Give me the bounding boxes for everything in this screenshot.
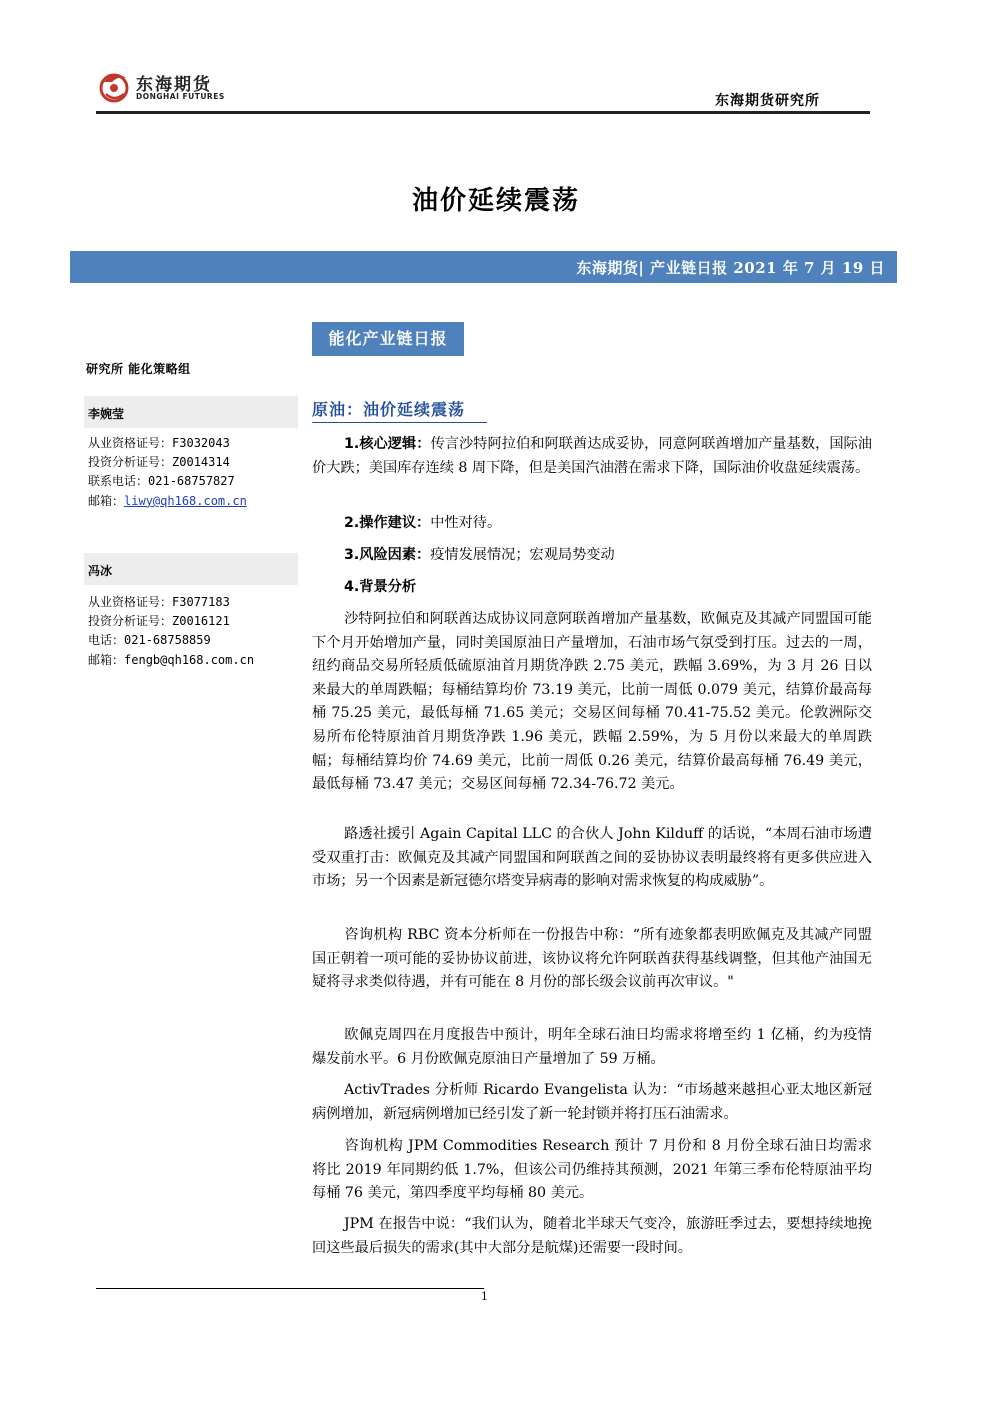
article-heading[interactable]: 原油：油价延续震荡 — [312, 397, 487, 423]
risk-item — [312, 544, 872, 568]
body-paragraph: 欧佩克周四在月度报告中预计，明年全球石油日均需求将增至约 1 亿桶，约为疫情爆发前水平。6 月份欧佩克原油日产量增加了 59 万桶。 — [312, 1027, 872, 1067]
item-label: 3.风险因素： — [344, 547, 431, 563]
institute-name: 东海期货研究所 — [715, 93, 820, 109]
email-link[interactable]: liwy@qh168.com.cn — [124, 493, 247, 508]
contact-line: 从业资格证号：F3032043 — [88, 436, 230, 450]
body-paragraph: ActivTrades 分析师 Ricardo Evangelista 认为：“市场越来越担心亚太地区新冠病例增加，新冠病例增加已经引发了新一轮封锁并将打压石油需求。 — [312, 1082, 872, 1122]
item-label: 1.核心逻辑： — [344, 436, 431, 452]
author-bar — [84, 553, 298, 585]
background-item — [312, 576, 872, 600]
contact-line: 联系电话：021-68757827 — [88, 474, 235, 489]
header-divider — [96, 111, 870, 114]
item-text: 中性对待。 — [430, 515, 502, 531]
author-contact-block — [88, 434, 247, 511]
page-number: 1 — [481, 1290, 488, 1303]
body-paragraph: 咨询机构 RBC 资本分析师在一份报告中称：“所有迹象都表明欧佩克及其减产同盟国正朝着一项可能的妥协协议前进，该协议将允许阿联酋获得基线调整，但其他产油国无疑将寻求类似待遇，并有可能在 8 月份的部长级会议前再次审议。" — [312, 927, 872, 991]
report-banner — [70, 251, 897, 283]
section-tag: 能化产业链日报 — [312, 322, 464, 356]
contact-line: 投资分析证号：Z0014314 — [88, 455, 230, 470]
contact-line: 从业资格证号：F3077183 — [88, 595, 230, 609]
contact-line: 邮箱：fengb@qh168.com.cn — [88, 652, 255, 667]
body-paragraph: JPM 在报告中说：“我们认为，随着北半球天气变冷，旅游旺季过去，要想持续地挽回这些最后损失的需求(其中大部分是航煤)还需要一段时间。 — [312, 1216, 872, 1256]
banner-text: 东海期货| 产业链日报 2021 年 7 月 19 日 — [576, 259, 885, 277]
document-title: 油价延续震荡 — [411, 186, 580, 216]
author-name: 冯冰 — [88, 564, 113, 578]
item-label: 4.背景分析 — [344, 579, 417, 595]
body-paragraph: 沙特阿拉伯和阿联酋达成协议同意阿联酋增加产量基数，欧佩克及其减产同盟国可能下个月开始增加产量，同时美国原油日产量增加，石油市场气氛受到打压。过去的一周，纽约商品交易所轻质低硫原油首月期货净跌 2.75 美元，跌幅 3.69%，为 3 月 26 日以来最大的单周跌幅；每桶结算均价 73.19 美元，比前一周低 0.079 美元，结算价最高每桶 75.25 美元，最低每桶 71.65 美元；交易区间每桶 70.41-75.52 美元。伦敦洲际交易所布伦特原油首月期货净跌 1.96 美元，跌幅 2.59%，为 5 月份以来最大的单周跌幅；每桶结算均价 74.69 美元，比前一周低 0.26 美元，结算价最高每桶 76.49 美元，最低每桶 73.47 美元；交易区间每桶 72.34-76.72 美元。 — [312, 611, 872, 793]
author-bar — [84, 396, 298, 428]
body-paragraph: 咨询机构 JPM Commodities Research 预计 7 月份和 8 月份全球石油日均需求将比 2019 年同期约低 1.7%，但该公司仍维持其预测，2021 年第三季布伦特原油平均每桶 76 美元，第四季度平均每桶 80 美元。 — [312, 1138, 872, 1202]
author-name: 李婉莹 — [88, 407, 125, 421]
author-contact-block — [88, 593, 254, 670]
core-logic-item — [312, 433, 872, 480]
contact-line: 邮箱：liwy@qh168.com.cn — [88, 493, 247, 508]
contact-line: 投资分析证号：Z0016121 — [88, 614, 230, 629]
logo-chinese-text: 东海期货 — [136, 75, 212, 95]
advice-item — [312, 512, 872, 536]
body-paragraph: 路透社援引 Again Capital LLC 的合伙人 John Kilduff 的话说，“本周石油市场遭受双重打击：欧佩克及其减产同盟国和阿联酋之间的妥协协议表明最终将有更多供应进入市场；另一个因素是新冠德尔塔变异病毒的影响对需求恢复的构成威胁”。 — [312, 826, 872, 890]
company-logo — [96, 66, 236, 110]
item-text: 传言沙特阿拉伯和阿联酋达成妥协，同意阿联酋增加产量基数，国际油价大跌；美国库存连续 8 周下降，但是美国汽油潜在需求下降，国际油价收盘延续震荡。 — [312, 436, 872, 476]
contact-line: 电话：021-68758859 — [88, 633, 211, 648]
item-label: 2.操作建议： — [344, 515, 431, 531]
department-label: 研究所 能化策略组 — [86, 362, 191, 376]
item-text: 疫情发展情况；宏观局势变动 — [430, 547, 615, 563]
logo-emblem-icon — [96, 68, 132, 106]
footer-divider — [96, 1288, 484, 1289]
logo-english-text: DONGHAI FUTURES — [136, 92, 225, 101]
